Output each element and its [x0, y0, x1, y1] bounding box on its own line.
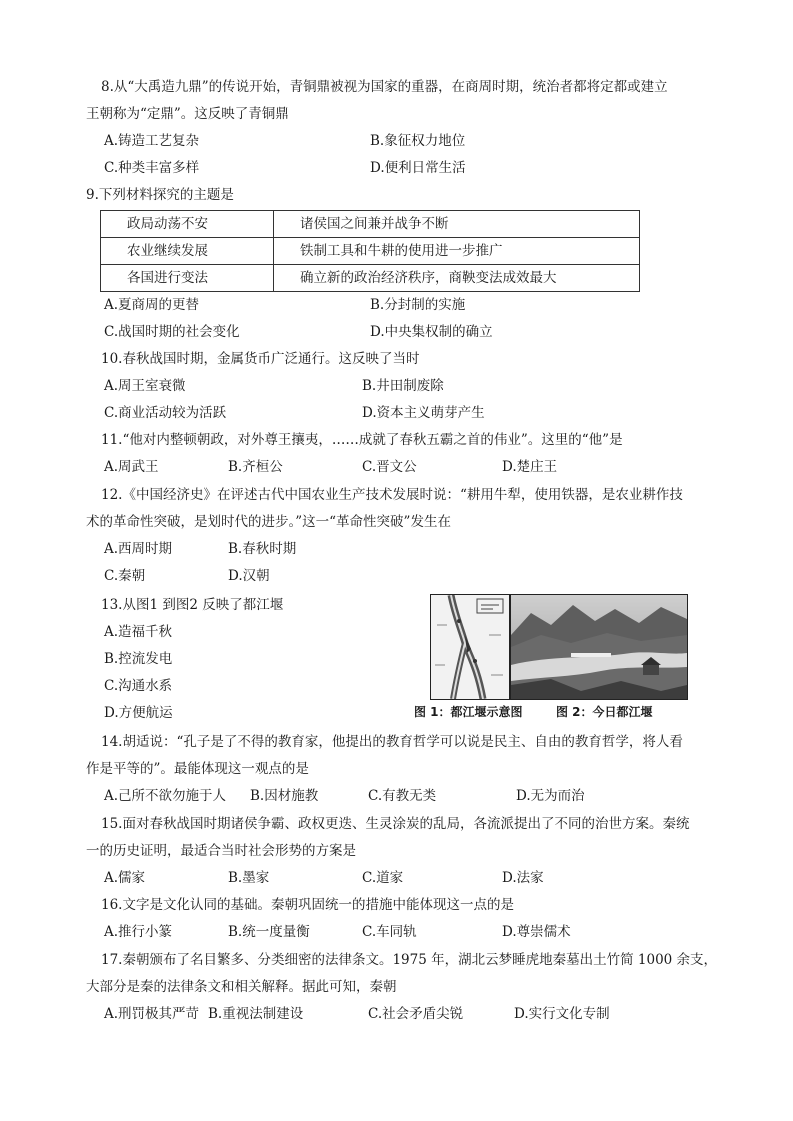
- q17-option-a[interactable]: A.刑罚极其严苛: [104, 1006, 200, 1022]
- q17-option-d[interactable]: D.实行文化专制: [514, 1006, 610, 1022]
- q12-option-a[interactable]: A.西周时期: [104, 541, 173, 557]
- q11-option-c[interactable]: C.晋文公: [362, 459, 417, 475]
- q8-option-b[interactable]: B.象征权力地位: [370, 133, 466, 149]
- q14-option-a[interactable]: A.己所不欲勿施于人: [104, 788, 227, 804]
- q12-option-d[interactable]: D.汉朝: [228, 568, 270, 584]
- q13-stem: 13.从图1 到图2 反映了都江堰: [101, 597, 284, 613]
- q15-option-a[interactable]: A.儒家: [104, 870, 146, 886]
- q15-option-c[interactable]: C.道家: [362, 870, 404, 886]
- q11-option-a[interactable]: A.周武王: [104, 459, 159, 475]
- q17-stem-line1: 17.秦朝颁布了名目繁多、分类细密的法律条文。1975 年，湖北云梦睡虎地秦墓出土竹简 1000 余支，: [101, 952, 718, 968]
- q12-stem-line1: 12.《中国经济史》在评述古代中国农业生产技术发展时说：“耕用牛犁，使用铁器，是农业耕作技: [101, 487, 683, 503]
- q8-option-a[interactable]: A.铸造工艺复杂: [104, 133, 200, 149]
- q15-option-b[interactable]: B.墨家: [228, 870, 270, 886]
- q12-stem-line2: 术的革命性突破，是划时代的进步。”这一“革命性突破”发生在: [86, 514, 451, 530]
- q8-stem-line2: 王朝称为“定鼎”。这反映了青铜鼎: [86, 106, 289, 122]
- table-cell: 诸侯国之间兼并战争不断: [274, 211, 640, 238]
- q9-option-d[interactable]: D.中央集权制的确立: [370, 324, 493, 340]
- table-cell: 各国进行变法: [101, 265, 274, 292]
- table-row: [101, 265, 640, 292]
- q10-option-b[interactable]: B.井田制废除: [362, 378, 444, 394]
- table-row: [101, 211, 640, 238]
- q16-option-c[interactable]: C.车同轨: [362, 924, 417, 940]
- q13-option-b[interactable]: B.控流发电: [104, 651, 173, 667]
- q14-stem-line2: 作是平等的”。最能体现这一观点的是: [86, 761, 309, 777]
- fig2-caption: 图 2：今日都江堰: [556, 705, 653, 719]
- q9-stem: 9.下列材料探究的主题是: [86, 187, 234, 203]
- q13-option-c[interactable]: C.沟通水系: [104, 678, 173, 694]
- fig1-caption: 图 1：都江堰示意图: [414, 705, 523, 719]
- q8-option-c[interactable]: C.种类丰富多样: [104, 160, 200, 176]
- q13-option-a[interactable]: A.造福千秋: [104, 624, 173, 640]
- q16-option-b[interactable]: B.统一度量衡: [228, 924, 310, 940]
- q9-material-table: [100, 210, 640, 292]
- q8-stem-line1: 8.从“大禹造九鼎”的传说开始，青铜鼎被视为国家的重器，在商周时期，统治者都将定都或建立: [101, 79, 668, 95]
- q15-option-d[interactable]: D.法家: [502, 870, 544, 886]
- q10-option-d[interactable]: D.资本主义萌芽产生: [362, 405, 485, 421]
- q14-stem-line1: 14.胡适说：“孔子是了不得的教育家，他提出的教育哲学可以说是民主、自由的教育哲学，将人看: [101, 734, 683, 750]
- table-cell: 确立新的政治经济秩序，商鞅变法成效最大: [274, 265, 640, 292]
- q17-stem-line2: 大部分是秦的法律条文和相关解释。据此可知，秦朝: [86, 979, 397, 995]
- q13-option-d[interactable]: D.方便航运: [104, 705, 173, 721]
- q11-option-d[interactable]: D.楚庄王: [502, 459, 558, 475]
- q13-figures: [430, 594, 686, 700]
- q12-option-b[interactable]: B.春秋时期: [228, 541, 297, 557]
- q16-option-a[interactable]: A.推行小篆: [104, 924, 173, 940]
- q11-stem: 11.“他对内整顿朝政，对外尊王攘夷，……成就了春秋五霸之首的伟业”。这里的“他”是: [101, 432, 623, 448]
- q10-option-c[interactable]: C.商业活动较为活跃: [104, 405, 227, 421]
- q14-option-d[interactable]: D.无为而治: [516, 788, 585, 804]
- q16-option-d[interactable]: D.尊崇儒术: [502, 924, 571, 940]
- q17-option-c[interactable]: C.社会矛盾尖锐: [368, 1006, 464, 1022]
- dujiangyan-diagram-image: [430, 594, 510, 700]
- q15-stem-line1: 15.面对春秋战国时期诸侯争霸、政权更迭、生灵涂炭的乱局，各流派提出了不同的治世方案。秦统: [101, 816, 690, 832]
- q14-option-c[interactable]: C.有教无类: [368, 788, 437, 804]
- table-cell: 政局动荡不安: [101, 211, 274, 238]
- q9-option-b[interactable]: B.分封制的实施: [370, 297, 466, 313]
- q10-option-a[interactable]: A.周王室衰微: [104, 378, 186, 394]
- q9-option-c[interactable]: C.战国时期的社会变化: [104, 324, 240, 340]
- q17-option-b[interactable]: B.重视法制建设: [208, 1006, 304, 1022]
- table-cell: 农业继续发展: [101, 238, 274, 265]
- q16-stem: 16.文字是文化认同的基础。秦朝巩固统一的措施中能体现这一点的是: [101, 897, 514, 913]
- table-row: [101, 238, 640, 265]
- table-cell: 铁制工具和牛耕的使用进一步推广: [274, 238, 640, 265]
- q10-stem: 10.春秋战国时期，金属货币广泛通行。这反映了当时: [101, 351, 420, 367]
- dujiangyan-photo-image: [510, 594, 688, 700]
- q9-option-a[interactable]: A.夏商周的更替: [104, 297, 200, 313]
- q15-stem-line2: 一的历史证明，最适合当时社会形势的方案是: [86, 843, 356, 859]
- q14-option-b[interactable]: B.因材施教: [250, 788, 319, 804]
- q11-option-b[interactable]: B.齐桓公: [228, 459, 283, 475]
- q8-option-d[interactable]: D.便利日常生活: [370, 160, 466, 176]
- q12-option-c[interactable]: C.秦朝: [104, 568, 146, 584]
